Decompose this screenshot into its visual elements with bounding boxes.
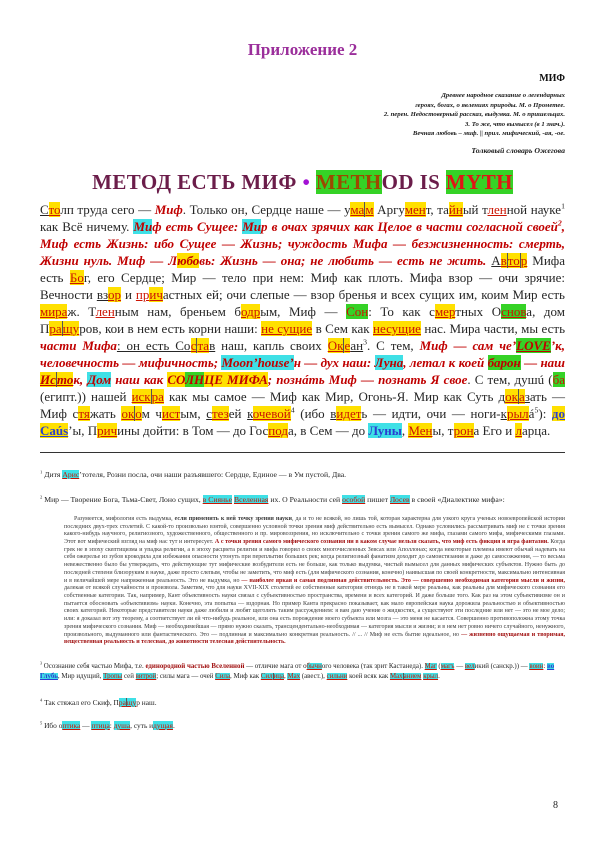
text-segment: и — [121, 286, 136, 302]
text-segment: р наш. — [136, 697, 157, 707]
text-segment: — наш — [520, 354, 566, 370]
text-segment: Разумеется, мифология есть выдумка, — [74, 515, 175, 522]
text-segment: Так стяжал его Скиф, П — [42, 697, 119, 707]
text-segment: ым, — [180, 405, 207, 421]
text-segment: á — [528, 405, 535, 421]
text-segment: то — [507, 252, 520, 268]
text-segment: Бо — [69, 269, 84, 285]
text-segment: 1 — [561, 201, 565, 211]
text-segment: с — [190, 337, 197, 353]
text-segment: Арис — [62, 469, 80, 479]
text-segment: Moon’house’ — [221, 354, 294, 370]
epigraph-line: 2. перен. Недостоверный рассказ, выдумка. М. о пришельцах. — [383, 111, 565, 119]
text-segment: во Глубь — [40, 662, 555, 681]
text-segment: ать — Миф с — [40, 388, 565, 421]
text-segment: , Мир идущий, — [57, 673, 104, 681]
text-segment: , суть и — [130, 720, 154, 730]
text-segment: ’тотеля, Розни посла, очи наши разъявшего: Сердце, Единое — в Ум пустой, Два. — [79, 469, 347, 479]
epigraph-line: Древнее народное сказание о легендарных — [441, 92, 565, 99]
footnote-2 — [40, 495, 565, 505]
text-segment: Мен — [408, 422, 433, 438]
text-segment: (авест.), — [300, 673, 327, 681]
text-segment: Лосев — [390, 494, 410, 504]
text-segment: мер — [434, 303, 456, 319]
text-segment: под — [268, 422, 288, 438]
text-segment: иск — [131, 388, 151, 404]
text-segment: далекая от всякой случайности и произвола. Заметим, что для науки XVII-XIX столетий ее собственные категории отнюдь не в такой мере реальны, как реальны для мифического сознания его собственные категории. Так, например, Кант объективность науки связал с субъективностью пространства, времени и всех категорий. И даже больше того. Как раз на этом субъективизме он и пытается обосновать «объективизм» науки. Конечно, эта попытка — вздорная. Но пример Канта прекрасно показывает, как мало европейская наука дорожила реальностью и объективностью своих категорий. Некоторые представители науки даже любили и любят щеголять таким рассуждением: я вам даю учение о жидкостях, а существуют эти последние или нет — это не мое дело; или: я доказал вот эту теорему, а соответствует ли ей что-нибудь реальное, или она есть порождение моего субъекта или мозга — это меня не касается. Совершенно противоположна этому точка зрения мифического сознания. Миф — необходимейшая — прямо нужно сказать, трансцендентально-необходимая — категория мысли и жизни; и в нем нет ровно ничего случайного, ненужного, произвольного, выдуманного или фантастического. Это — подлинная и максимально конкретная реальность. // ... // Миф не есть бытие идеальное, но — [64, 585, 565, 638]
text-segment: т, та — [425, 201, 449, 217]
text-segment: А с точки зрения самого мифического сознания ни в каком случае нельзя сказать, что миф есть фикция и игра фантазии. — [214, 539, 549, 546]
text-segment: . — [438, 673, 440, 681]
text-segment: : он есть Со — [116, 337, 191, 353]
text-segment: ра — [151, 388, 164, 404]
text-segment: вел — [464, 662, 475, 670]
text-segment: ЛН — [185, 371, 205, 387]
text-segment: 4 — [40, 697, 43, 703]
text-segment: д — [498, 388, 506, 404]
text-segment: . Только он, Сердце наше — у — [182, 201, 351, 217]
text-segment: Сон — [346, 303, 369, 319]
footnote-3 — [40, 662, 565, 683]
text-segment: Сила — [215, 673, 230, 681]
text-segment: ь — идти, очи — ноги- — [361, 405, 501, 421]
text-segment: . — [172, 720, 175, 730]
text-segment: а Его и — [473, 422, 516, 438]
text-segment: несущие — [373, 320, 421, 336]
text-segment: ’ы, П — [68, 422, 98, 438]
text-segment: — наиболее яркая и самая подлинная действительность. Это — совершенно необходимая категория мысли и жизни, — [241, 577, 565, 584]
text-segment: тных О — [455, 303, 502, 319]
text-segment: С — [40, 201, 49, 217]
text-segment: Ок — [327, 337, 344, 353]
text-segment: Миф — сам че’ — [419, 337, 517, 353]
text-segment: икий (санскр.)) — — [474, 662, 530, 670]
text-segment: 3 — [40, 660, 43, 666]
text-segment: дущая — [153, 720, 173, 730]
losev-quote — [64, 516, 565, 647]
text-segment: вз — [96, 286, 109, 302]
text-segment: тез — [211, 405, 229, 421]
text-segment: ица — [273, 673, 284, 681]
text-segment: как Всё ничему. — [40, 218, 134, 234]
text-segment: щу — [62, 320, 80, 336]
text-segment: сей — [122, 673, 136, 681]
text-segment: ы, т — [432, 422, 454, 438]
text-segment: ; познáть Миф — познать Я свое — [267, 371, 468, 387]
text-segment: 3 — [363, 337, 368, 347]
text-segment: 5 — [40, 720, 43, 726]
epigraph-source: Толковый словарь Ожегова — [471, 145, 565, 155]
text-segment: идет — [336, 405, 362, 421]
epigraph-term: МИФ — [539, 73, 565, 84]
text-segment: А — [491, 252, 501, 268]
text-segment: наш, капль своих — [215, 337, 328, 353]
text-segment: р в очах зрячих как Целое в части согласной своей — [261, 218, 558, 234]
text-segment: ным нам, бреньем б — [114, 303, 241, 319]
text-segment: ист — [161, 405, 181, 421]
text-segment: если применить к ней точку зрения науки — [174, 515, 292, 522]
text-segment: ок — [121, 405, 135, 421]
text-segment: • — [302, 169, 311, 194]
text-segment: то — [48, 201, 61, 217]
text-segment: мен — [404, 201, 426, 217]
text-segment: единородной частью Вселенной — [145, 662, 245, 670]
text-segment: лен — [487, 201, 507, 217]
text-segment: ма — [350, 201, 365, 217]
text-segment: н — дух наш: — [293, 354, 375, 370]
text-segment: — — [454, 662, 465, 670]
text-segment: арца. — [521, 422, 551, 438]
text-segment: Ис — [40, 371, 56, 387]
text-segment: ; силы мага — очей — [156, 673, 216, 681]
text-segment: MYTH — [445, 169, 513, 194]
text-segment: к — [500, 405, 507, 421]
text-segment: ров, кои в нем есть корни наши: — [79, 320, 262, 336]
text-segment: йн — [448, 201, 463, 217]
text-segment: тя — [78, 405, 90, 421]
text-segment: анием — [403, 673, 422, 681]
text-segment: ич — [149, 286, 163, 302]
text-segment: Аргу — [373, 201, 405, 217]
text-segment: Осознание себя частью Мифа, т.е. — [42, 662, 146, 670]
text-segment: ( — [436, 662, 441, 670]
text-segment: крыл — [423, 673, 439, 681]
text-segment: барон — [487, 354, 521, 370]
text-segment: ан — [350, 337, 364, 353]
text-segment: Мах — [287, 673, 301, 681]
text-segment: ж. Т — [67, 303, 96, 319]
text-segment: одр — [240, 303, 261, 319]
text-segment: LOVE — [516, 337, 551, 353]
text-segment: пр — [135, 286, 150, 302]
text-segment: с — [206, 405, 212, 421]
text-segment: ей — [228, 405, 248, 421]
text-segment: з — [524, 388, 530, 404]
epigraph-line: 3. То же, что вымысел (в 1 знач.). — [465, 120, 565, 128]
text-segment: в Сем как — [312, 320, 374, 336]
text-segment: 5 — [534, 405, 539, 415]
text-segment: Дом — [87, 371, 112, 387]
text-segment: птица — [91, 720, 110, 730]
text-segment: Мах — [389, 673, 403, 681]
text-segment: 4 — [290, 405, 295, 415]
text-segment: к — [247, 405, 253, 421]
text-segment: л — [515, 422, 522, 438]
text-segment: в — [209, 337, 216, 353]
text-segment: , летал к коей — [403, 354, 488, 370]
text-segment: витрой — [135, 673, 157, 681]
epigraph-definition — [40, 91, 565, 139]
body-paragraph — [40, 201, 565, 439]
text-segment: не сущие — [261, 320, 313, 336]
text-segment: . С тем, душú ( — [467, 371, 553, 387]
text-segment: части Мифа — [40, 337, 117, 353]
text-segment: е — [344, 337, 351, 353]
text-segment: м ч — [141, 405, 162, 421]
text-segment: то — [56, 371, 74, 387]
text-segment: воин — [529, 662, 544, 670]
text-segment: Миф — [154, 201, 183, 217]
footnote-1 — [40, 470, 565, 480]
text-segment: , Миф есть Жизнь: ибо Сущее — Жизнь; чуждость Мифа — безжизненность: смерть, Жизни нуль. Миф — Л — [40, 218, 565, 268]
text-segment: Сил — [260, 673, 273, 681]
text-segment: , — [401, 422, 409, 438]
text-segment: Когда грек не в эпоху скептицизма и упадка религии, а в эпоху расцвета религии и мифа говорил о своих многочисленных Зевсах или Аполлонах; когда некоторые племена имеют обычай надевать на себя ожерелье из зубов крокодила для избежания опасности утонуть при переплытии больших рек; когда религиозный фанатизм доходит до самоистязания и даже до самосожжения, — то весьма невежественно было бы утверждать, что действующие тут мифические возбудители есть не больше, как только выдумка, чистый вымысел для данных мифических субъектов. Нужно быть до последней степени близоруким в науке, даже просто слепым, чтобы не заметить, что миф есть (для мифического сознания, конечно) наивысшая по своей конкретности, максимально интенсивная и в величайшей мере напряженная реальность. Это не выдумка, но — [64, 539, 565, 584]
page-number: 8 — [553, 800, 558, 811]
text-segment: птика — [62, 720, 81, 730]
text-segment: бычн — [306, 662, 322, 670]
text-segment: пишет — [365, 494, 390, 504]
text-segment: 1 — [40, 469, 43, 475]
footnote-5 — [40, 721, 565, 731]
text-segment: магъ — [440, 662, 455, 670]
text-segment: вь: Жизнь — она; не любить — есть не жить. — [199, 252, 492, 268]
text-segment: : — [543, 662, 548, 670]
text-segment: ): — [538, 405, 552, 421]
text-segment: душа — [113, 720, 131, 730]
text-segment: ра — [49, 320, 62, 336]
text-segment: . С тем, — [367, 337, 420, 353]
text-segment: щу — [126, 697, 137, 707]
text-segment: Ибо о — [42, 720, 63, 730]
epigraph-line: героях, богах, о явлениях природы. М. о Прометее. — [415, 101, 565, 109]
text-segment: их. О Реальности сей — [268, 494, 343, 504]
text-segment: Дитя — [42, 469, 63, 479]
text-segment: до Саús — [40, 405, 565, 438]
text-segment: лп труда сего — — [60, 201, 155, 217]
page-title: Приложение 2 — [247, 40, 358, 59]
text-segment: Мир — Творение Бога, Тьма-Свет, Лоно сущих, — [42, 494, 203, 504]
text-segment: о — [135, 405, 142, 421]
epigraph-line: Вечная любовь – миф. || прил. мифический, -ая, -ое. — [412, 130, 565, 138]
text-segment: МЕТОД ЕСТЬ МИФ — [92, 169, 303, 194]
text-segment: в Сиянье — [202, 494, 233, 504]
text-segment: (ибо — [294, 405, 331, 421]
text-segment: — — [80, 720, 92, 730]
text-segment: METH — [315, 169, 382, 194]
text-segment: снов — [501, 303, 527, 319]
text-segment: ок — [505, 388, 518, 404]
epigraph — [40, 73, 565, 155]
text-segment: Маг — [424, 662, 437, 670]
text-segment: особой — [342, 494, 366, 504]
text-segment: к, — [73, 371, 88, 387]
text-segment: р — [520, 252, 528, 268]
text-segment: 2 — [557, 218, 562, 228]
text-segment: в — [500, 252, 507, 268]
text-segment: Ми — [242, 218, 262, 234]
text-segment: мира — [40, 303, 68, 319]
text-segment: — жизненно ощущаемая и творимая, вещественная реальность и телесная, до животности телесная действительность. — [64, 631, 565, 646]
text-segment: — отличие мага от о — [244, 662, 307, 670]
text-segment: в — [330, 405, 337, 421]
text-segment: ф есть Сущее: — [152, 218, 243, 234]
text-segment: ор — [108, 286, 122, 302]
text-segment: OD IS — [381, 169, 446, 194]
text-segment: ым, Миф — — [260, 303, 347, 319]
text-segment: : То как с — [368, 303, 435, 319]
text-segment: та — [197, 337, 210, 353]
text-segment: ’к, человечность — мифичность; — [40, 337, 565, 370]
text-segment: сильни — [326, 673, 348, 681]
text-segment: ЦЕ МИФА — [204, 371, 268, 387]
text-segment: а — [518, 388, 525, 404]
text-segment: м — [365, 201, 374, 217]
text-segment: г, его Сердце; Мир — тело при нем: Миф как плоть. Мифа взор — очи зрячие: Вечности — [40, 269, 565, 302]
text-segment: Вселенная — [233, 494, 269, 504]
text-segment: рыл — [506, 405, 529, 421]
text-segment: нас. Мира части, мы есть — [420, 320, 565, 336]
text-segment: в своей «Диалектике мифа»: — [409, 494, 505, 504]
text-segment: рич — [97, 422, 118, 438]
text-segment: ый т — [462, 201, 488, 217]
text-segment: ины дойти: в Том — до Гос — [117, 422, 269, 438]
footnote-4 — [40, 698, 565, 708]
text-segment: Луны — [368, 422, 402, 438]
text-segment: астных ей; очи слепые — взор бренья и всех сущих им, коим Мир есть — [162, 286, 565, 302]
text-segment: очевой — [252, 405, 291, 421]
text-segment: а, в Сем — до — [287, 422, 369, 438]
text-segment: лен — [95, 303, 115, 319]
text-segment: юбо — [177, 252, 200, 268]
text-segment: ной науке — [506, 201, 562, 217]
text-segment: коей всяк как — [347, 673, 390, 681]
text-segment: (египт.)) нашей — [40, 388, 132, 404]
text-segment: ого человека (так зрит Кастанеда). — [321, 662, 425, 670]
text-segment: , Миф как — [230, 673, 261, 681]
text-segment: рон — [453, 422, 474, 438]
text-segment: Ми — [133, 218, 153, 234]
text-segment: ра — [118, 697, 126, 707]
text-segment: Мифа есть — [40, 252, 565, 285]
text-segment: наш как — [111, 371, 168, 387]
text-segment: жать — [89, 405, 122, 421]
text-segment: ба — [552, 371, 566, 387]
text-segment: Тропы — [103, 673, 123, 681]
text-segment: как мы самое — Миф как Мир, Огонь-Я. Мир как Суть — [163, 388, 499, 404]
text-segment: Луна — [374, 354, 404, 370]
text-segment: а, дом П — [40, 303, 565, 336]
footnote-separator — [40, 452, 565, 453]
text-segment: СО — [167, 371, 186, 387]
text-segment: , — [284, 673, 288, 681]
text-segment: , да и то не всякой, но лишь той, которая характерна для узкого круга ученых новоевропейской истории последних двух-трех столетий. С какой-то произвольно взятой, совершенно условной точки зрения миф действительно есть вымысел. Однако условились рассматривать миф не с точки зрения какого-нибудь научного, религиозного, художественного, общественного и пр. мировоззрения, но исключительно с точки зрения самого же мифа, глазами самого мифа, мифическими глазами. Этот вот мифический взгляд на миф нас тут и интересует. — [64, 515, 565, 546]
text-segment: : — [109, 720, 114, 730]
text-segment: 2 — [40, 494, 43, 500]
main-heading — [40, 170, 565, 195]
